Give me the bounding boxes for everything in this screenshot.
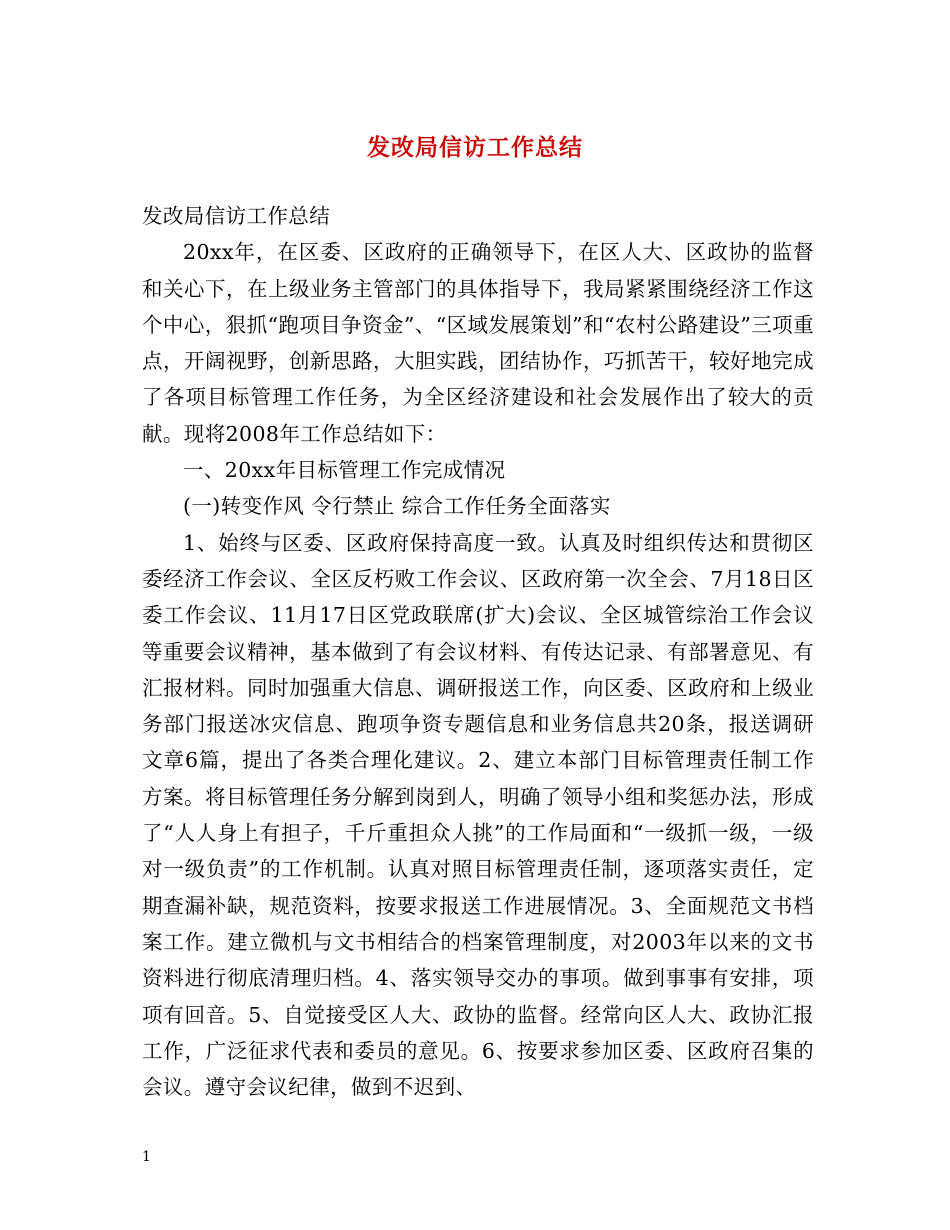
document-title: 发改局信访工作总结 — [367, 134, 583, 161]
subsection-heading: (一)转变作风 令行禁止 综合工作任务全面落实 — [183, 494, 611, 519]
paragraph-details: 1、始终与区委、区政府保持高度一致。认真及时组织传达和贯彻区委经济工作会议、全区反朽败工作会议、区政府第一次全会、7月18日区委工作会议、11月17日区党政联席(扩大)会议、全区城管综治工作会议等重要会议精神，基本做到了有会议材料、有传达记录、有部署意见、有汇报材料。同时加强重大信息、调研报送工作，向区委、区政府和上级业务部门报送冰灾信息、跑项争资专题信息和业务信息共20条，报送调研文章6篇，提出了各类合理化建议。2、建立本部门目标管理责任制工作方案。将目标管理任务分解到岗到人，明确了领导小组和奖惩办法，形成了“人人身上有担子，千斤重担众人挑”的工作局面和“一级抓一级，一级对一级负责”的工作机制。认真对照目标管理责任制，逐项落实责任，定期查漏补缺，规范资料，按要求报送工作进展情况。3、全面规范文书档案工作。建立微机与文书相结合的档案管理制度，对2003年以来的文书资料进行彻底清理归档。4、落实领导交办的事项。做到事事有安排，项项有回音。5、自觉接受区人大、政协的监督。经常向区人大、政协汇报工作，广泛征求代表和委员的意见。6、按要求参加区委、区政府召集的会议。遵守会议纪律，做到不迟到、 — [142, 530, 814, 1100]
document-body — [142, 198, 814, 1105]
paragraph-intro: 20xx年，在区委、区政府的正确领导下，在区人大、区政协的监督和关心下，在上级业务主管部门的具体指导下，我局紧紧围绕经济工作这个中心，狠抓“跑项目争资金”、“区域发展策划”和“农村公路建设”三项重点，开阔视野，创新思路，大胆实践，团结协作，巧抓苦干，较好地完成了各项目标管理工作任务，为全区经济建设和社会发展作出了较大的贡献。现将2008年工作总结如下： — [142, 240, 814, 446]
section-heading: 一、20xx年目标管理工作完成情况 — [183, 458, 506, 483]
paragraph-heading: 发改局信访工作总结 — [142, 204, 331, 228]
page-number: 1 — [142, 1149, 151, 1165]
